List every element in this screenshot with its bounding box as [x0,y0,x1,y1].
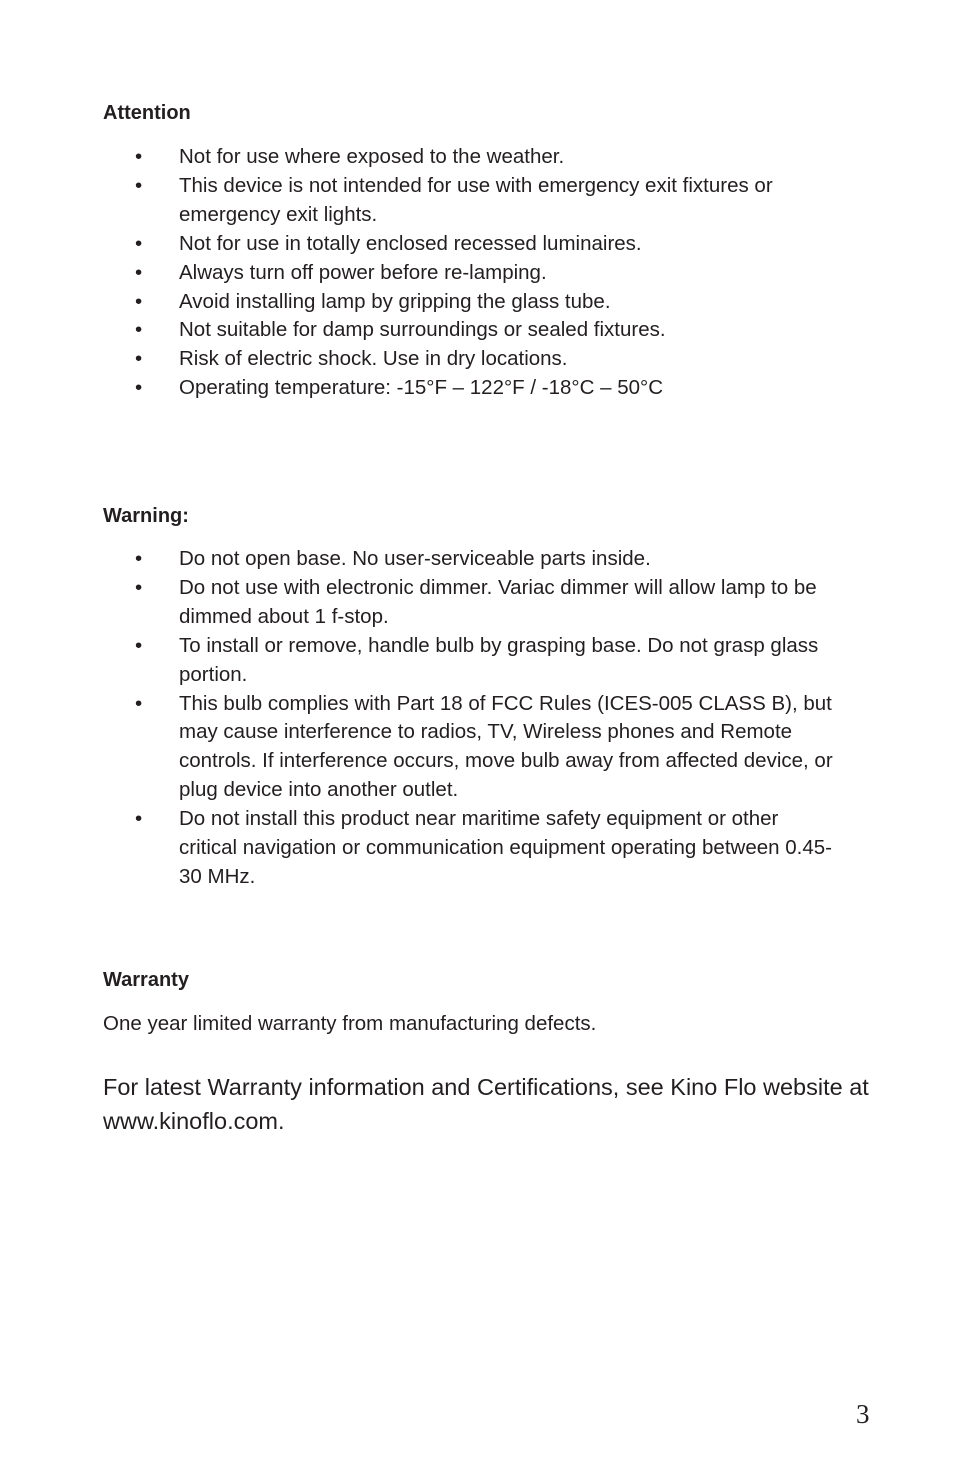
list-item [0,632,839,690]
list-item-text: Avoid installing lamp by gripping the glass tube. [179,289,611,313]
list-item-text: Not for use in totally enclosed recessed luminaires. [179,231,642,255]
bullet: • [135,807,143,831]
list-item-text: Not for use where exposed to the weather. [179,145,565,168]
list-item [0,172,839,230]
list-item [0,574,839,632]
list-item [0,805,839,892]
bullet: • [135,347,143,371]
list-item [0,230,839,259]
list-item-text: This bulb complies with Part 18 of FCC Rules (ICES-005 CLASS B), but may cause interference to radios, TV, Wireless phones and Remote controls. If interference occurs, move bulb away from affected device, or plug device into another outlet. [179,691,833,802]
list-item [0,259,839,288]
bullet: • [135,318,143,342]
bullet: • [135,260,143,284]
list-item [0,143,839,172]
list-item-text: To install or remove, handle bulb by grasping base. Do not grasp glass portion. [179,633,819,686]
list-item-text: Do not use with electronic dimmer. Variac dimmer will allow lamp to be dimmed about 1 f-stop. [179,575,817,628]
bullet: • [135,289,143,313]
list-item-text: Risk of electric shock. Use in dry locations. [179,347,568,371]
warranty-note: For latest Warranty information and Certifications, see Kino Flo website at www.kinoflo.com. [103,1074,869,1134]
bullet: • [135,376,143,400]
bullet: • [135,145,143,168]
list-item-text: This device is not intended for use with emergency exit fixtures or emergency exit lights. [179,173,773,226]
list-item-text: Do not install this product near maritime safety equipment or other critical navigation or communication equipment operating between 0.45-30 MHz. [179,807,832,888]
list-item [0,545,839,574]
warning-heading: Warning: [103,505,189,527]
bullet: • [135,575,143,599]
page-number: 3 [856,1399,870,1429]
attention-heading: Attention [103,102,191,124]
bullet: • [135,231,143,255]
list-item [0,690,839,806]
list-item-text: Always turn off power before re-lamping. [179,260,547,284]
list-item [0,288,839,317]
bullet: • [135,547,143,570]
list-item [0,374,839,403]
bullet: • [135,173,143,197]
bullet: • [135,633,143,657]
list-item-text: Not suitable for damp surroundings or sealed fixtures. [179,318,666,342]
warning-list [0,545,954,892]
list-item [0,345,839,374]
bullet: • [135,691,143,715]
list-item [0,316,839,345]
attention-list [0,143,954,403]
warranty-text: One year limited warranty from manufacturing defects. [103,1012,597,1035]
list-item-text: Do not open base. No user-serviceable parts inside. [179,547,651,570]
list-item-text: Operating temperature: -15°F – 122°F / -18°C – 50°C [179,376,664,400]
warranty-heading: Warranty [103,969,189,991]
